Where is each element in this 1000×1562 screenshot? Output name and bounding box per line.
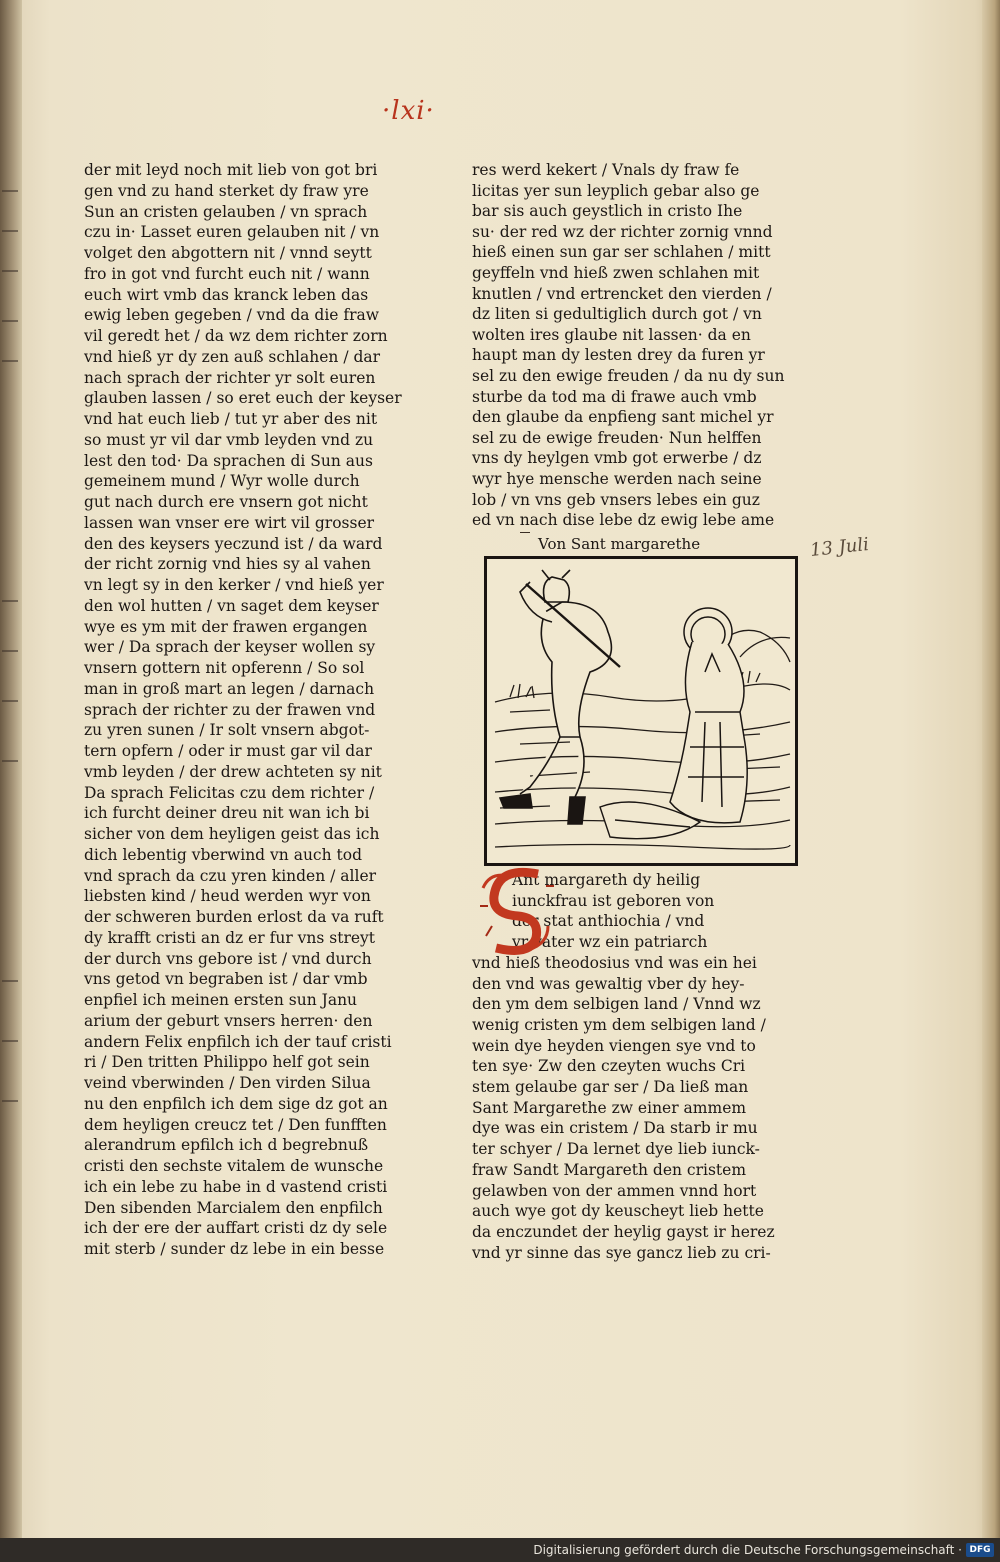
text-line: gut nach durch ere vnsern got nicht [84, 493, 368, 511]
text-line: dz liten si gedultiglich durch got / vn [472, 305, 762, 324]
text-line: volget den abgottern nit / vnnd seytt [84, 244, 372, 262]
text-line: der mit leyd noch mit lieb von got bri [84, 161, 378, 179]
text-line: yr vater wz ein patriarch [512, 933, 708, 952]
text-line: haupt man dy lesten drey da furen yr [472, 346, 765, 365]
section-heading: Von Sant margarethe [538, 535, 701, 553]
text-line: lob / vn vns geb vnsers lebes ein guz [472, 490, 760, 509]
text-line: alerandrum epfilch ich d begrebnuß [84, 1136, 369, 1155]
text-line: ich furcht deiner dreu nit wan ich bi [84, 804, 370, 823]
digitization-footer [0, 1538, 1000, 1562]
heading-mark [520, 527, 530, 533]
text-line: czu in· Lasset euren gelauben nit / vn [84, 223, 380, 242]
text-line: hieß einen sun gar ser schlahen / mitt [472, 243, 771, 262]
text-line: andern Felix enpfilch ich der tauf cristi [84, 1032, 392, 1051]
text-line: auch wye got dy keuscheyt lieb hette [472, 1202, 764, 1221]
text-line: dye was ein cristem / Da starb ir mu [472, 1119, 758, 1138]
text-line: glauben lassen / so eret euch der keyser [84, 389, 402, 408]
text-line: iunckfrau ist geboren von [512, 891, 715, 910]
text-line: so must yr vil dar vmb leyden vnd zu [84, 430, 374, 449]
text-line: wyr hye mensche werden nach seine [472, 470, 762, 488]
previous-page-edge [0, 0, 22, 1538]
text-line: liebsten kind / heud werden wyr von [84, 887, 371, 906]
text-line: wolten ires glaube nit lassen· da en [472, 325, 751, 344]
text-line: fro in got vnd furcht euch nit / wann [84, 264, 370, 283]
text-line: Sant Margarethe zw einer ammem [472, 1098, 747, 1117]
handwritten-margin-note: 13 Juli [809, 533, 870, 562]
text-line: geyffeln vnd hieß zwen schlahen mit [472, 264, 760, 282]
text-line: vnd sprach da czu yren kinden / aller [84, 866, 377, 885]
text-line: vns dy heylgen vmb got erwerbe / dz [472, 449, 762, 468]
text-line: ed vn nach dise lebe dz ewig lebe ame [472, 511, 775, 530]
text-line: Da sprach Felicitas czu dem richter / [84, 783, 375, 802]
text-line: su· der red wz der richter zornig vnnd [472, 222, 773, 241]
text-line: wye es ym mit der frawen ergangen [84, 617, 368, 636]
text-line: nach sprach der richter yr solt euren [84, 368, 376, 387]
text-line: nu den enpfilch ich dem sige dz got an [84, 1094, 388, 1113]
text-line: Sun an cristen gelauben / vn sprach [84, 202, 368, 221]
text-line: den vnd was gewaltig vber dy hey- [472, 974, 745, 993]
text-line: vnd hat euch lieb / tut yr aber des nit [84, 410, 378, 428]
text-line: dem heyligen creucz tet / Den funfften [84, 1115, 387, 1134]
text-line: vnd hieß theodosius vnd was ein hei [472, 953, 757, 972]
text-line: vnd hieß yr dy zen auß schlahen / dar [84, 347, 381, 366]
text-line: ri / Den tritten Philippo helf got sein [84, 1053, 370, 1072]
text-line: ter schyer / Da lernet dye lieb iunck- [472, 1140, 760, 1159]
text-line: dich lebentig vberwind vn auch tod [84, 845, 362, 864]
text-line: den ym dem selbigen land / Vnnd wz [472, 995, 761, 1014]
text-line: euch wirt vmb das kranck leben das [84, 285, 369, 304]
text-line: bar sis auch geystlich in cristo Ihe [472, 202, 743, 221]
text-line: vmb leyden / der drew achteten sy nit [84, 762, 382, 781]
page-fore-edge [982, 0, 1000, 1538]
text-line: wer / Da sprach der keyser wollen sy [84, 638, 376, 657]
text-line: stem gelaube gar ser / Da ließ man [472, 1078, 749, 1096]
text-line: enpfiel ich meinen ersten sun Janu [84, 991, 358, 1009]
text-line: sel zu den ewige freuden / da nu dy sun [472, 367, 785, 385]
text-line: wein dye heyden viengen sye vnd to [472, 1036, 756, 1055]
dfg-logo: DFG [966, 1543, 994, 1557]
text-line: dy krafft cristi an dz er fur vns streyt [84, 928, 376, 947]
text-line: den wol hutten / vn saget dem keyser [84, 596, 379, 615]
text-line: arium der geburt vnsers herren· den [84, 1011, 373, 1030]
text-line: veind vberwinden / Den virden Silua [84, 1074, 371, 1092]
text-line: ten sye· Zw den czeyten wuchs Cri [472, 1057, 746, 1076]
folio-number: ·lxi· [382, 96, 435, 126]
woodcut-drawing [490, 562, 792, 860]
text-line: wenig cristen ym dem selbigen land / [472, 1015, 766, 1034]
text-line: gelawben von der ammen vnnd hort [472, 1181, 757, 1200]
text-line: res werd kekert / Vnals dy fraw fe [472, 161, 740, 179]
footer-credit: Digitalisierung gefördert durch die Deutsche Forschungsgemeinschaft · [533, 1543, 962, 1557]
text-line: vns getod vn begraben ist / dar vmb [84, 970, 368, 989]
text-line: vnsern gottern nit opferenn / So sol [84, 659, 365, 677]
text-line: sprach der richter zu der frawen vnd [84, 700, 376, 719]
text-line: da enczundet der heylig gayst ir herez [472, 1222, 775, 1241]
text-line: man in groß mart an legen / darnach [84, 679, 375, 698]
text-line: cristi den sechste vitalem de wunsche [84, 1157, 384, 1175]
text-line: gemeinem mund / Wyr wolle durch [84, 472, 360, 491]
decorated-initial-s [478, 866, 556, 956]
woodcut-illustration [484, 556, 798, 866]
text-line: vnd yr sinne das sye gancz lieb zu cri- [472, 1243, 771, 1262]
text-line: der richt zornig vnd hies sy al vahen [84, 555, 371, 574]
text-line: den des keysers yeczund ist / da ward [84, 534, 383, 553]
text-line: ich der ere der auffart cristi dz dy sele [84, 1219, 388, 1238]
text-line: sel zu de ewige freuden· Nun helffen [472, 428, 762, 447]
text-line: ich ein lebe zu habe in d vastend cristi [84, 1177, 388, 1196]
text-line: ewig leben gegeben / vnd da die fraw [84, 306, 380, 325]
text-line: der schweren burden erlost da va ruft [84, 908, 384, 926]
text-line: sturbe da tod ma di frawe auch vmb [472, 387, 757, 406]
text-line: lassen wan vnser ere wirt vil grosser [84, 513, 375, 532]
text-line: tern opfern / oder ir must gar vil dar [84, 742, 372, 760]
text-line: mit sterb / sunder dz lebe in ein besse [84, 1240, 385, 1258]
text-line: gen vnd zu hand sterket dy fraw yre [84, 181, 369, 200]
text-line: knutlen / vnd ertrencket den vierden / [472, 284, 772, 303]
text-line: fraw Sandt Margareth den cristem [472, 1160, 747, 1179]
text-line: sicher von dem heyligen geist das ich [84, 825, 380, 843]
text-line: zu yren sunen / Ir solt vnsern abgot- [84, 721, 370, 740]
text-line: der stat anthiochia / vnd [512, 912, 705, 931]
text-line: lest den tod· Da sprachen di Sun aus [84, 451, 373, 470]
text-line: Ant margareth dy heilig [512, 871, 701, 889]
text-line: vn legt sy in den kerker / vnd hieß yer [84, 576, 384, 594]
text-line: vil geredt het / da wz dem richter zorn [84, 327, 388, 345]
text-line: Den sibenden Marcialem den enpfilch [84, 1198, 383, 1217]
text-line: der durch vns gebore ist / vnd durch [84, 949, 372, 968]
text-line: licitas yer sun leyplich gebar also ge [472, 181, 760, 200]
text-line: den glaube da enpfieng sant michel yr [472, 408, 774, 427]
